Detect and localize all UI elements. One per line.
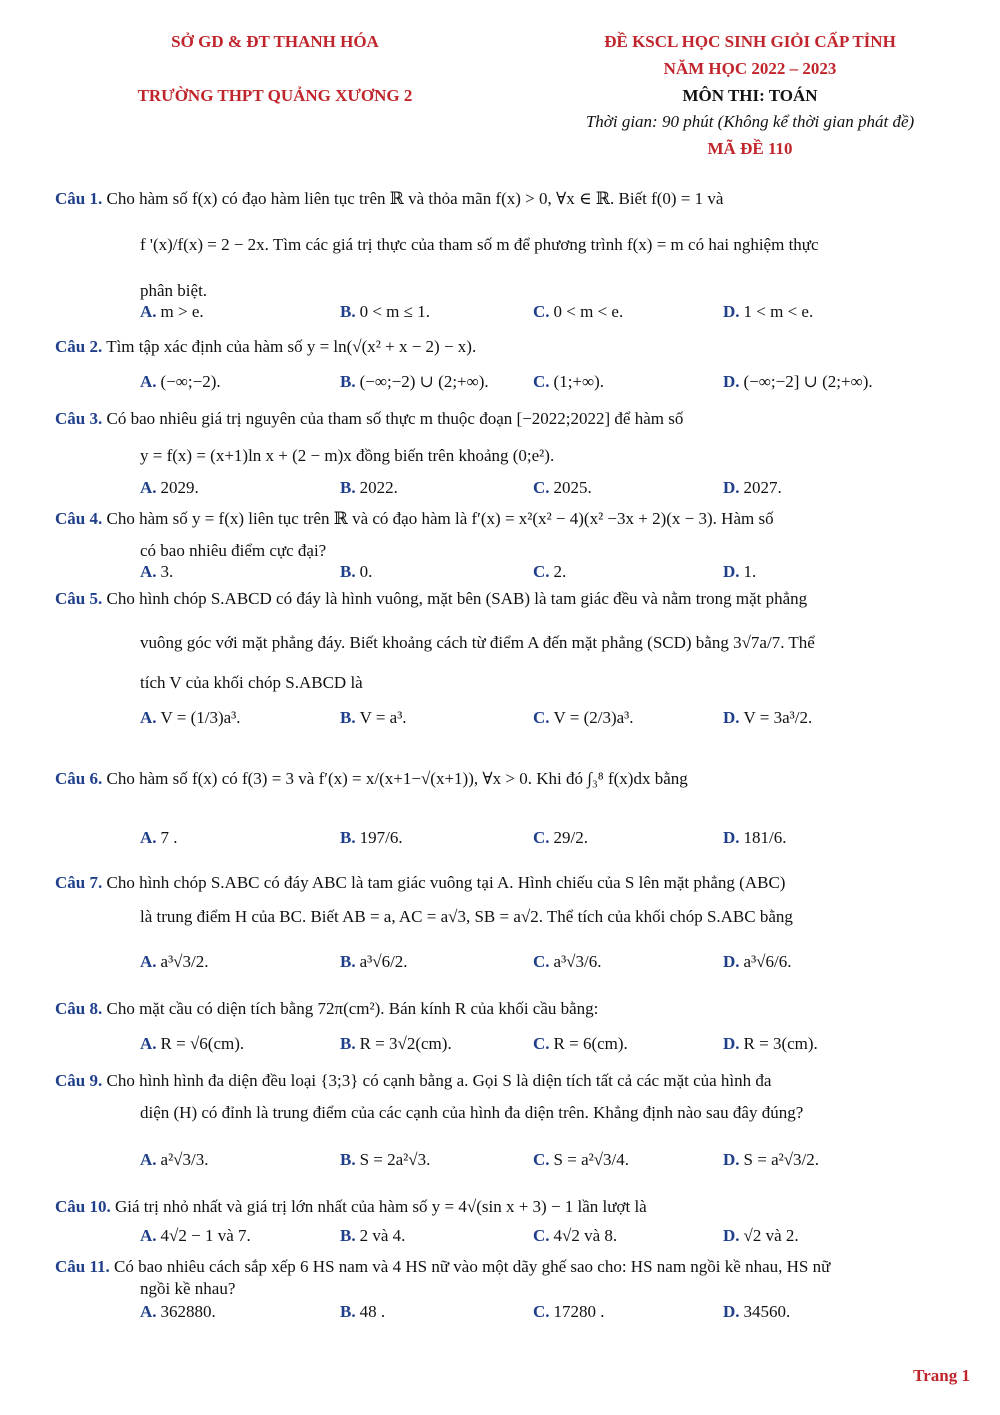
question-text: Câu 4. Cho hàm số y = f(x) liên tục trên ℝ và có đạo hàm là f′(x) = x²(x² − 4)(x² −3x + 2)(x − 3). Hàm số (55, 509, 774, 528)
option-d[interactable]: D. 34560. (723, 1302, 791, 1321)
option-b[interactable]: B. S = 2a²√3. (340, 1150, 431, 1169)
question-text: Câu 8. Cho mặt cầu có diện tích bằng 72π(cm²). Bán kính R của khối cầu bằng: (55, 999, 599, 1018)
option-c[interactable]: C. 0 < m < e. (533, 302, 624, 321)
question-number: Câu 3. (55, 409, 103, 428)
option-d[interactable]: D. (−∞;−2] ∪ (2;+∞). (723, 372, 873, 391)
school-year: NĂM HỌC 2022 – 2023 (663, 59, 837, 78)
option-c[interactable]: C. V = (2/3)a³. (533, 708, 634, 727)
question-number: Câu 8. (55, 999, 103, 1018)
question-text-line: diện (H) có đỉnh là trung điểm của các cạnh của hình đa diện trên. Khẳng định nào sau đây đúng? (140, 1103, 804, 1122)
option-c[interactable]: C. R = 6(cm). (533, 1034, 628, 1053)
question-text-line: tích V của khối chóp S.ABCD là (140, 673, 363, 692)
question-text-line: có bao nhiêu điểm cực đại? (140, 541, 327, 560)
option-a[interactable]: A. a³√3/2. (140, 952, 209, 971)
question-text: Câu 11. Có bao nhiêu cách sắp xếp 6 HS nam và 4 HS nữ vào một dãy ghế sao cho: HS nam ngồi kề nhau, HS nữ (55, 1257, 831, 1276)
question-number: Câu 5. (55, 589, 103, 608)
question-text: Câu 6. Cho hàm số f(x) có f(3) = 3 và f′(x) = x/(x+1−√(x+1)), ∀x > 0. Khi đó ∫₃⁸ f(x)dx bằng (55, 769, 688, 788)
exam-code: MÃ ĐỀ 110 (707, 139, 793, 158)
option-a[interactable]: A. V = (1/3)a³. (140, 708, 241, 727)
option-c[interactable]: C. 4√2 và 8. (533, 1226, 618, 1245)
answer-options (140, 1034, 980, 1064)
option-d[interactable]: D. √2 và 2. (723, 1226, 799, 1245)
option-c[interactable]: C. 29/2. (533, 828, 589, 847)
option-b[interactable]: B. (−∞;−2) ∪ (2;+∞). (340, 372, 489, 391)
question-number: Câu 9. (55, 1071, 103, 1090)
option-c[interactable]: C. (1;+∞). (533, 372, 605, 391)
option-b[interactable]: B. 48 . (340, 1302, 386, 1321)
option-b[interactable]: B. 0 < m ≤ 1. (340, 302, 430, 321)
option-b[interactable]: B. 2022. (340, 478, 398, 497)
option-a[interactable]: A. (−∞;−2). (140, 372, 221, 391)
option-a[interactable]: A. 4√2 − 1 và 7. (140, 1226, 251, 1245)
question-text-line: là trung điểm H của BC. Biết AB = a, AC = a√3, SB = a√2. Thể tích của khối chóp S.ABC bằng (140, 907, 793, 926)
answer-options (140, 478, 980, 508)
option-a[interactable]: A. a²√3/3. (140, 1150, 209, 1169)
question-text-line: y = f(x) = (x+1)ln x + (2 − m)x đồng biến trên khoảng (0;e²). (140, 446, 555, 465)
answer-options (140, 708, 980, 738)
school-name: TRƯỜNG THPT QUẢNG XƯƠNG 2 (137, 86, 413, 105)
option-d[interactable]: D. 181/6. (723, 828, 787, 847)
question-text: Câu 5. Cho hình chóp S.ABCD có đáy là hình vuông, mặt bên (SAB) là tam giác đều và nằm trong mặt phẳng (55, 589, 808, 608)
option-c[interactable]: C. S = a²√3/4. (533, 1150, 630, 1169)
option-a[interactable]: A. 2029. (140, 478, 199, 497)
question-number: Câu 2. (55, 337, 103, 356)
question-text: Câu 10. Giá trị nhỏ nhất và giá trị lớn nhất của hàm số y = 4√(sin x + 3) − 1 lần lượt là (55, 1197, 647, 1216)
option-d[interactable]: D. R = 3(cm). (723, 1034, 818, 1053)
option-c[interactable]: C. 2. (533, 562, 567, 581)
option-d[interactable]: D. V = 3a³/2. (723, 708, 813, 727)
answer-options (140, 1302, 980, 1332)
option-d[interactable]: D. 2027. (723, 478, 782, 497)
question-number: Câu 1. (55, 189, 103, 208)
option-a[interactable]: A. 3. (140, 562, 174, 581)
option-b[interactable]: B. a³√6/2. (340, 952, 408, 971)
option-b[interactable]: B. R = 3√2(cm). (340, 1034, 452, 1053)
question-number: Câu 7. (55, 873, 103, 892)
subject: MÔN THI: TOÁN (682, 86, 818, 105)
question-text-line: phân biệt. (140, 281, 208, 300)
question-text-line: vuông góc với mặt phẳng đáy. Biết khoảng cách từ điểm A đến mặt phẳng (SCD) bằng 3√7a/7. Thể (140, 633, 815, 652)
option-a[interactable]: A. 7 . (140, 828, 178, 847)
option-b[interactable]: B. 2 và 4. (340, 1226, 406, 1245)
question-number: Câu 4. (55, 509, 103, 528)
question-text: Câu 3. Có bao nhiêu giá trị nguyên của tham số thực m thuộc đoạn [−2022;2022] để hàm số (55, 409, 684, 428)
question-number: Câu 10. (55, 1197, 111, 1216)
answer-options (140, 372, 980, 402)
answer-options (140, 828, 980, 858)
question-number: Câu 6. (55, 769, 103, 788)
option-a[interactable]: A. R = √6(cm). (140, 1034, 245, 1053)
question-text: Câu 1. Cho hàm số f(x) có đạo hàm liên tục trên ℝ và thỏa mãn f(x) > 0, ∀x ∈ ℝ. Biết f(0) = 1 và (55, 189, 724, 208)
option-b[interactable]: B. 0. (340, 562, 373, 581)
time-limit: Thời gian: 90 phút (Không kể thời gian phát đề) (585, 112, 915, 131)
option-b[interactable]: B. V = a³. (340, 708, 407, 727)
question-text-line: f '(x)/f(x) = 2 − 2x. Tìm các giá trị thực của tham số m để phương trình f(x) = m có hai nghiệm thực (140, 235, 819, 254)
option-d[interactable]: D. 1 < m < e. (723, 302, 814, 321)
question-text: Câu 2. Tìm tập xác định của hàm số y = ln(√(x² + x − 2) − x). (55, 337, 477, 356)
answer-options (140, 302, 980, 332)
option-c[interactable]: C. a³√3/6. (533, 952, 602, 971)
option-d[interactable]: D. a³√6/6. (723, 952, 792, 971)
answer-options (140, 1226, 980, 1256)
question-number: Câu 11. (55, 1257, 110, 1276)
option-a[interactable]: A. m > e. (140, 302, 204, 321)
option-b[interactable]: B. 197/6. (340, 828, 403, 847)
page-number: Trang 1 (913, 1366, 970, 1385)
exam-title: ĐỀ KSCL HỌC SINH GIỎI CẤP TỈNH (604, 32, 896, 51)
question-text: Câu 9. Cho hình hình đa diện đều loại {3;3} có cạnh bằng a. Gọi S là diện tích tất cả các mặt của hình đa (55, 1071, 772, 1090)
department-name: SỞ GD & ĐT THANH HÓA (171, 32, 379, 51)
option-d[interactable]: D. S = a²√3/2. (723, 1150, 820, 1169)
option-c[interactable]: C. 17280 . (533, 1302, 605, 1321)
answer-options (140, 952, 980, 982)
question-text: Câu 7. Cho hình chóp S.ABC có đáy ABC là tam giác vuông tại A. Hình chiếu của S lên mặt phẳng (ABC) (55, 873, 786, 892)
option-c[interactable]: C. 2025. (533, 478, 592, 497)
answer-options (140, 1150, 980, 1180)
option-d[interactable]: D. 1. (723, 562, 757, 581)
question-text-line: ngồi kề nhau? (140, 1279, 236, 1298)
option-a[interactable]: A. 362880. (140, 1302, 216, 1321)
